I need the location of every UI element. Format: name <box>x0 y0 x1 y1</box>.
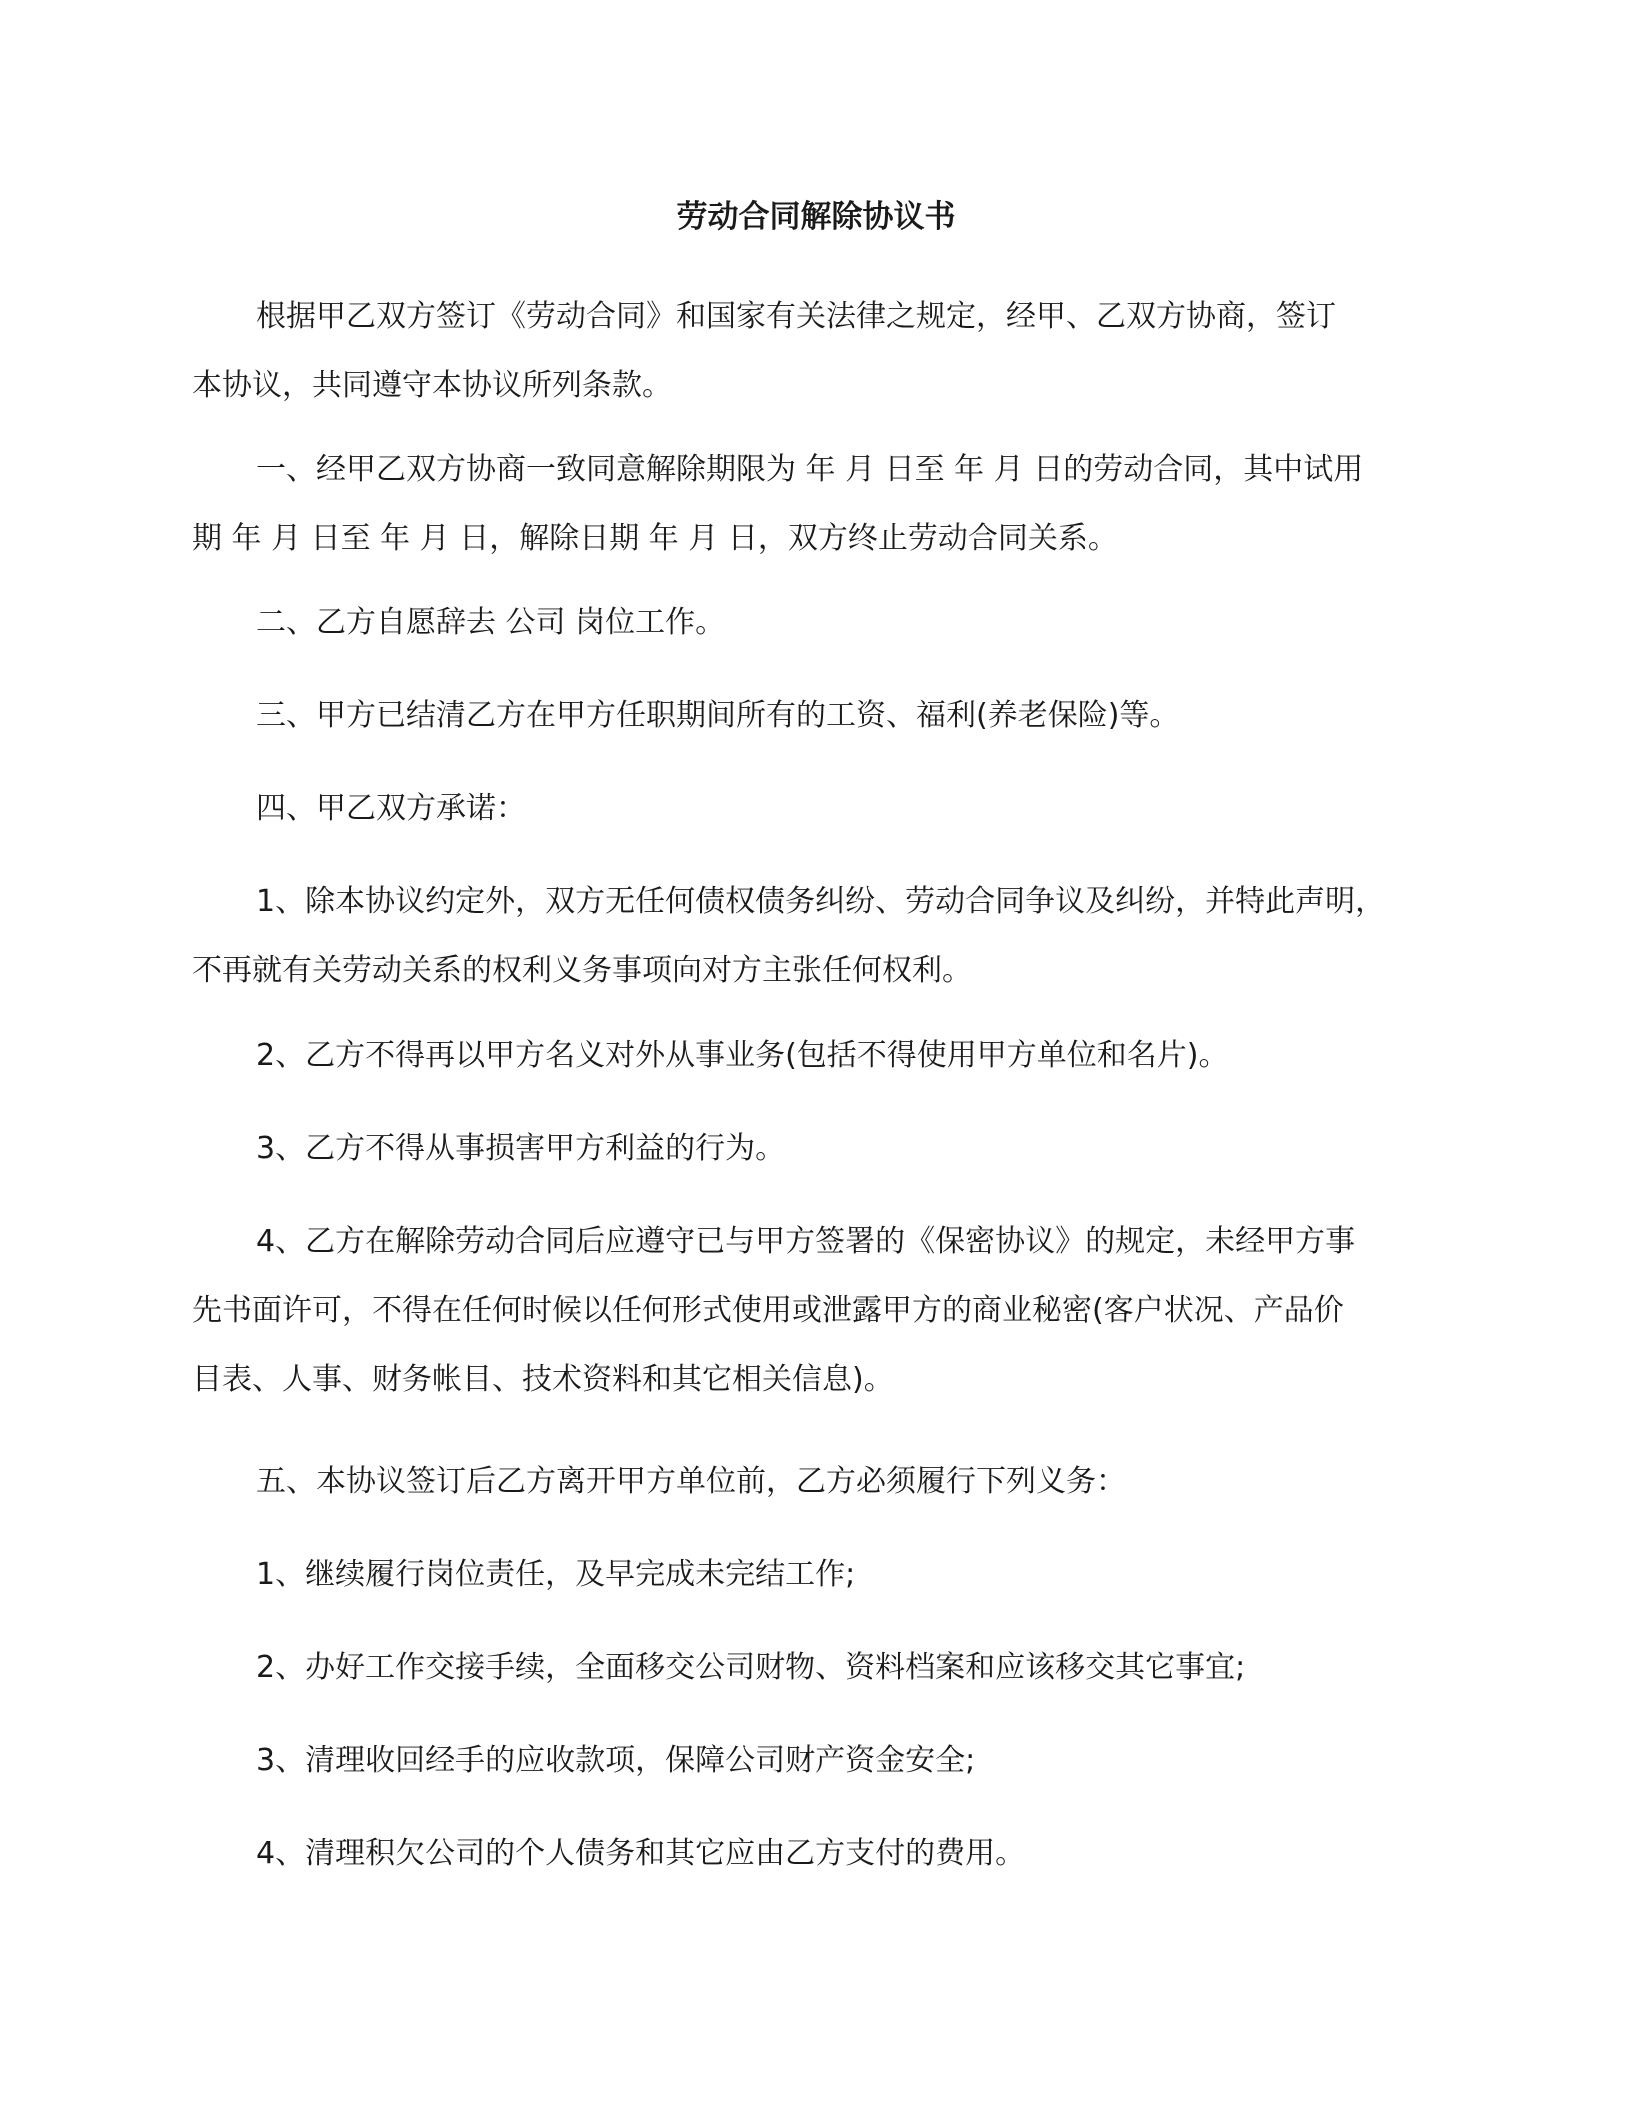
clause-4-paragraph <box>192 774 1458 843</box>
clause-1-paragraph <box>192 435 1458 573</box>
obligation-2-paragraph <box>192 1633 1458 1702</box>
paragraph-line: 1、继续履行岗位责任，及早完成未完结工作; <box>256 1557 856 1592</box>
clause-2-paragraph <box>192 588 1458 657</box>
commitment-2-paragraph <box>192 1021 1458 1090</box>
clause-3-paragraph <box>192 681 1458 750</box>
paragraph-line: 1、除本协议约定外，双方无任何债权债务纠纷、劳动合同争议及纠纷，并特此声明， <box>256 884 1386 919</box>
paragraph-line: 根据甲乙双方签订《劳动合同》和国家有关法律之规定，经甲、乙双方协商，签订 <box>256 299 1336 334</box>
paragraph-line: 2、办好工作交接手续，全面移交公司财物、资料档案和应该移交其它事宜; <box>256 1650 1246 1685</box>
obligation-1-paragraph <box>192 1540 1458 1609</box>
paragraph-line: 二、乙方自愿辞去 公司 岗位工作。 <box>256 605 726 640</box>
paragraph-line: 2、乙方不得再以甲方名义对外从事业务(包括不得使用甲方单位和名片)。 <box>256 1038 1229 1073</box>
document-title: 劳动合同解除协议书 <box>676 199 956 235</box>
clause-5-paragraph <box>192 1447 1458 1516</box>
paragraph-line: 不再就有关劳动关系的权利义务事项向对方主张任何权利。 <box>192 953 972 988</box>
paragraph-line: 3、乙方不得从事损害甲方利益的行为。 <box>256 1131 786 1166</box>
preamble-paragraph <box>192 282 1458 420</box>
commitment-4-paragraph <box>192 1207 1458 1414</box>
paragraph-line: 本协议，共同遵守本协议所列条款。 <box>192 368 672 403</box>
paragraph-line: 4、乙方在解除劳动合同后应遵守已与甲方签署的《保密协议》的规定，未经甲方事 <box>256 1224 1356 1259</box>
paragraph-line: 先书面许可，不得在任何时候以任何形式使用或泄露甲方的商业秘密(客户状况、产品价 <box>192 1293 1344 1328</box>
obligation-4-paragraph <box>192 1819 1458 1888</box>
paragraph-line: 三、甲方已结清乙方在甲方任职期间所有的工资、福利(养老保险)等。 <box>256 698 1180 733</box>
paragraph-line: 四、甲乙双方承诺： <box>256 791 526 826</box>
paragraph-line: 目表、人事、财务帐目、技术资料和其它相关信息)。 <box>192 1362 894 1397</box>
paragraph-line: 五、本协议签订后乙方离开甲方单位前，乙方必须履行下列义务： <box>256 1464 1126 1499</box>
commitment-3-paragraph <box>192 1114 1458 1183</box>
paragraph-line: 一、经甲乙双方协商一致同意解除期限为 年 月 日至 年 月 日的劳动合同，其中试用 <box>256 452 1364 487</box>
obligation-3-paragraph <box>192 1726 1458 1795</box>
paragraph-line: 3、清理收回经手的应收款项，保障公司财产资金安全; <box>256 1743 976 1778</box>
commitment-1-paragraph <box>192 867 1458 1005</box>
paragraph-line: 期 年 月 日至 年 月 日，解除日期 年 月 日，双方终止劳动合同关系。 <box>192 521 1118 556</box>
paragraph-line: 4、清理积欠公司的个人债务和其它应由乙方支付的费用。 <box>256 1836 1026 1871</box>
